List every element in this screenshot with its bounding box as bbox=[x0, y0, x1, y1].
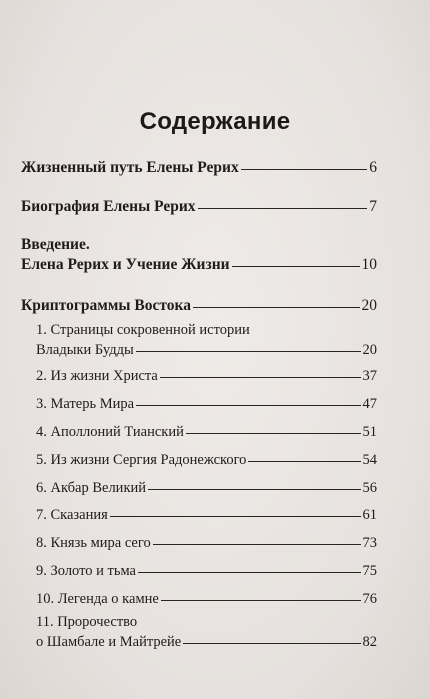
leader-line bbox=[136, 351, 361, 352]
leader-line bbox=[248, 461, 360, 462]
toc-subentry[interactable] bbox=[36, 450, 377, 470]
toc-entry-title-line: Введение. bbox=[21, 236, 90, 253]
toc-entry-title: 7. Сказания bbox=[36, 507, 108, 523]
toc-entry-page: 61 bbox=[362, 507, 377, 523]
toc-entry-page: 54 bbox=[362, 452, 377, 468]
toc-entry-page: 75 bbox=[362, 563, 377, 579]
toc-subentry[interactable] bbox=[36, 612, 377, 652]
page-title: Содержание bbox=[139, 108, 291, 135]
toc-entry-title-line: 11. Пророчество bbox=[36, 614, 138, 630]
toc-subentry[interactable] bbox=[36, 533, 377, 553]
toc-entry-page: 20 bbox=[362, 342, 377, 358]
leader-line bbox=[198, 208, 368, 209]
leader-line bbox=[183, 643, 360, 644]
toc-entry-title: 4. Аполлоний Тианский bbox=[36, 424, 184, 440]
toc-entry-page: 10 bbox=[361, 256, 377, 273]
toc-entry-page: 47 bbox=[362, 396, 377, 412]
toc-entry[interactable] bbox=[21, 197, 377, 217]
toc-entry-title: Елена Рерих и Учение Жизни bbox=[21, 256, 230, 273]
toc-entry-page: 76 bbox=[362, 591, 377, 607]
toc-entry-page: 37 bbox=[362, 368, 377, 384]
toc-entry-title: Владыки Будды bbox=[36, 342, 134, 358]
toc-entry-page: 20 bbox=[361, 297, 377, 314]
toc-entry-page: 73 bbox=[362, 535, 377, 551]
toc-entry-title: 3. Матерь Мира bbox=[36, 396, 135, 412]
leader-line bbox=[160, 377, 361, 378]
toc-subentry[interactable] bbox=[36, 589, 377, 609]
toc-subentry[interactable] bbox=[36, 478, 377, 498]
toc-subentry[interactable] bbox=[36, 394, 377, 414]
toc-subentry[interactable] bbox=[36, 505, 377, 525]
toc-entry-title: 2. Из жизни Христа bbox=[36, 368, 158, 384]
leader-line bbox=[232, 266, 360, 267]
leader-line bbox=[193, 307, 360, 308]
toc-entry-title: 6. Акбар Великий bbox=[36, 480, 147, 496]
toc-entry-title: 5. Из жизни Сергия Радонежского bbox=[36, 452, 247, 468]
toc-entry-title: 9. Золото и тьма bbox=[36, 563, 136, 579]
toc-entry-page: 56 bbox=[362, 480, 377, 496]
toc-entry-page: 51 bbox=[362, 424, 377, 440]
toc-entry-title: Биография Елены Рерих bbox=[21, 198, 196, 215]
toc-entry-title-line: 1. Страницы сокровенной истории bbox=[36, 322, 250, 338]
toc-subentry[interactable] bbox=[36, 561, 377, 581]
toc-subentry[interactable] bbox=[36, 366, 377, 386]
leader-line bbox=[148, 489, 360, 490]
leader-line bbox=[241, 169, 368, 170]
toc-entry-title: 10. Легенда о камне bbox=[36, 591, 159, 607]
leader-line bbox=[186, 433, 361, 434]
toc-entry[interactable] bbox=[21, 235, 377, 275]
toc-entry-page: 82 bbox=[362, 634, 377, 650]
toc-entry-title: Криптограммы Востока bbox=[21, 297, 191, 314]
toc-entry-title: 8. Князь мира сего bbox=[36, 535, 151, 551]
toc-subentry[interactable] bbox=[36, 422, 377, 442]
leader-line bbox=[136, 405, 360, 406]
toc-entry-title: Жизненный путь Елены Рерих bbox=[21, 159, 239, 176]
toc-entry-page: 7 bbox=[369, 198, 377, 215]
leader-line bbox=[138, 572, 361, 573]
leader-line bbox=[153, 544, 361, 545]
toc-subentry[interactable] bbox=[36, 320, 377, 360]
toc-entry-title: о Шамбале и Майтрейе bbox=[36, 634, 182, 650]
leader-line bbox=[161, 600, 361, 601]
toc-entry[interactable] bbox=[21, 296, 377, 316]
toc-entry[interactable] bbox=[21, 158, 377, 178]
toc-entry-page: 6 bbox=[369, 159, 377, 176]
leader-line bbox=[110, 516, 361, 517]
